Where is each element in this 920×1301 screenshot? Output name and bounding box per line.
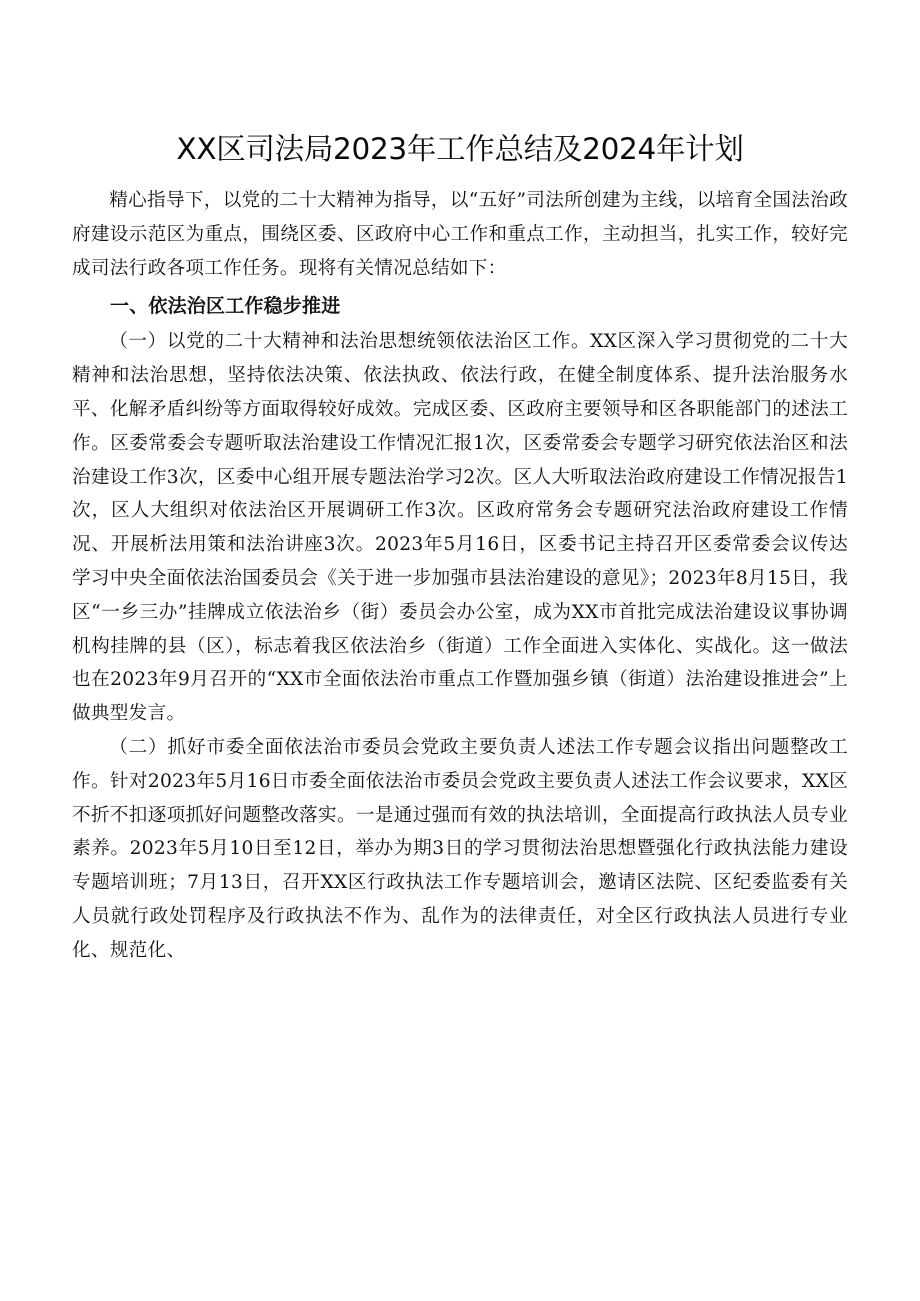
body-paragraph: （一）以党的二十大精神和法治思想统领依法治区工作。XX区深入学习贯彻党的二十大精神和法治思想，坚持依法决策、依法执政、依法行政，在健全制度体系、提升法治服务水平、化解矛盾纠纷等方面取得较好成效。完成区委、区政府主要领导和区各职能部门的述法工作。区委常委会专题听取法治建设工作情况汇报1次，区委常委会专题学习研究依法治区和法治建设工作3次，区委中心组开展专题法治学习2次。区人大听取法治政府建设工作情况报告1次，区人大组织对依法治区开展调研工作3次。区政府常务会专题研究法治政府建设工作情况、开展析法用策和法治讲座3次。2023年5月16日，区委书记主持召开区委常委会议传达学习中央全面依法治国委员会《关于进一步加强市县法治建设的意见》；2023年8月15日，我区“一乡三办”挂牌成立依法治乡（街）委员会办公室，成为XX市首批完成法治建设议事协调机构挂牌的县（区），标志着我区依法治乡（街道）工作全面进入实体化、实战化。这一做法也在2023年9月召开的“XX市全面依法治市重点工作暨加强乡镇（街道）法治建设推进会”上做典型发言。 [72,331,848,725]
body-paragraph: （二）抓好市委全面依法治市委员会党政主要负责人述法工作专题会议指出问题整改工作。针对2023年5月16日市委全面依法治市委员会党政主要负责人述法工作会议要求，XX区不折不扣逐项抓好问题整改落实。一是通过强而有效的执法培训，全面提高行政执法人员专业素养。2023年5月10日至12日，举办为期3日的学习贯彻法治思想暨强化行政执法能力建设专题培训班；7月13日，召开XX区行政执法工作专题培训会，邀请区法院、区纪委监委有关人员就行政处罚程序及行政执法不作为、乱作为的法律责任，对全区行政执法人员进行专业化、规范化、 [72,736,848,961]
intro-paragraph: 精心指导下，以党的二十大精神为指导，以“五好”司法所创建为主线，以培育全国法治政府建设示范区为重点，围绕区委、区政府中心工作和重点工作，主动担当，扎实工作，较好完成司法行政各项工作任务。现将有关情况总结如下： [72,190,848,279]
document-title: XX区司法局2023年工作总结及2024年计划 [176,132,744,166]
section-heading: 一、依法治区工作稳步推进 [110,295,341,318]
